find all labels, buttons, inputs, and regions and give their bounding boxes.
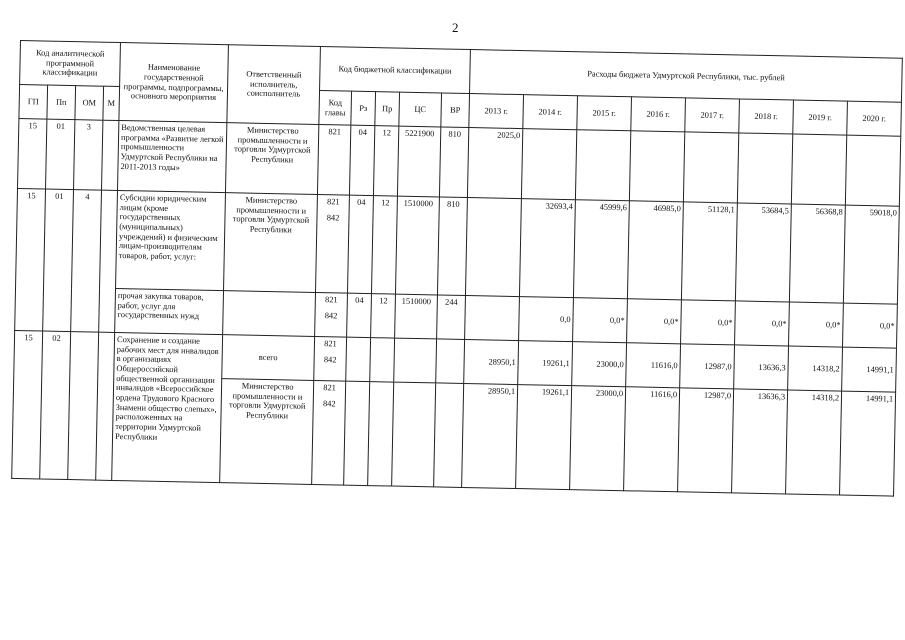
cell-value-2019: 0,0*	[789, 302, 844, 347]
cell-pp: 01	[43, 189, 74, 332]
cell-pr	[370, 338, 395, 382]
cell-value-2016: 11616,0	[624, 387, 680, 492]
cell-cs: 1510000	[396, 196, 440, 295]
cell-value-2019: 14318,2	[788, 346, 843, 391]
cell-vr	[436, 339, 465, 384]
cell-pr: 12	[373, 126, 398, 196]
cell-value-2015	[575, 130, 630, 201]
cell-cs: 1510000	[395, 294, 438, 339]
kod-glavy-1: 821	[328, 127, 342, 137]
header-executor: Ответственный исполнитель, соисполнитель	[227, 45, 321, 125]
cell-rz	[346, 337, 371, 381]
cell-om	[68, 332, 99, 481]
cell-executor: Министерство промышленности и торговли Удмуртской Республики	[226, 123, 319, 195]
budget-sheet	[11, 40, 897, 517]
kod-glavy-2: 842	[323, 354, 337, 365]
cell-value-2018	[737, 133, 792, 204]
cell-value-2014: 19261,1	[518, 341, 573, 386]
cell-value-2017: 51128,1	[681, 202, 737, 301]
cell-vr: 244	[437, 295, 466, 340]
kod-glavy-1: 821	[325, 295, 338, 305]
header-year-2017: 2017 г.	[685, 98, 740, 133]
cell-om: 4	[71, 190, 102, 333]
cell-value-2014	[521, 129, 576, 200]
cell-kod-glavy	[317, 125, 350, 196]
cell-rz: 04	[347, 293, 372, 337]
cell-value-2015: 45999,6	[574, 200, 630, 299]
cell-value-2013	[465, 295, 520, 340]
cell-gp: 15	[12, 330, 43, 479]
cell-value-2017: 12987,0	[680, 344, 735, 389]
cell-m	[102, 120, 119, 190]
cell-value-2020: 14991,1	[840, 391, 896, 496]
cell-gp: 15	[15, 188, 46, 331]
header-name: Наименование государственной программы, подпрограммы, основного мероприятия	[119, 43, 229, 123]
cell-name: Ведомственная целевая программа «Развитие легкой промышленности Удмуртской Республики на 2011-2013 годы»	[118, 121, 227, 193]
header-m: М	[103, 86, 120, 120]
cell-value-2017: 0,0*	[681, 300, 736, 345]
cell-value-2020: 59018,0	[843, 205, 899, 304]
cell-pr: 12	[372, 196, 398, 294]
cell-value-2015: 23000,0	[572, 342, 627, 387]
header-vr: ВР	[441, 93, 470, 128]
cell-value-2016: 46985,0	[628, 201, 684, 300]
kod-glavy-2: 842	[326, 212, 340, 223]
cell-value-2013	[466, 198, 522, 297]
header-expenses: Расходы бюджета Удмуртской Республики, тыс. рублей	[470, 50, 903, 103]
cell-value-2017	[683, 132, 738, 203]
header-budget-code: Код бюджетной классификации	[320, 47, 471, 94]
page-number: 2	[452, 20, 459, 35]
header-year-2019: 2019 г.	[793, 100, 848, 135]
cell-pr: 12	[371, 294, 396, 338]
cell-vr: 810	[439, 127, 468, 198]
cell-cs: 5221900	[397, 126, 440, 197]
cell-value-2015: 0,0*	[573, 298, 628, 343]
cell-vr: 810	[437, 197, 467, 296]
cell-rz: 04	[348, 195, 374, 293]
cell-value-2018: 13636,3	[732, 389, 788, 494]
cell-value-2014: 19261,1	[516, 385, 572, 490]
cell-om: 3	[74, 120, 103, 191]
header-analytic-code: Код аналитической программной классификации	[20, 41, 121, 87]
header-year-2016: 2016 г.	[631, 97, 686, 132]
cell-kod-glavy	[316, 195, 350, 294]
cell-value-2014: 0,0	[519, 297, 574, 342]
cell-value-2015: 23000,0	[570, 386, 626, 491]
cell-name: прочая закупка товаров, работ, услуг для государственных нужд	[115, 288, 224, 334]
cell-name: Субсидии юридическим лицам (кроме государственных (муниципальных) учреждений) и физическим лицам-производителям товаров, работ, услуг:	[116, 190, 226, 290]
cell-value-2018: 0,0*	[735, 301, 790, 346]
header-year-2018: 2018 г.	[739, 99, 794, 134]
cell-pp: 02	[40, 331, 71, 480]
cell-pr	[368, 382, 394, 486]
kod-glavy-2: 842	[322, 398, 336, 409]
header-year-2014: 2014 г.	[523, 95, 578, 130]
header-year-2020: 2020 г.	[847, 101, 902, 136]
cell-executor	[223, 291, 316, 337]
kod-glavy-1: 821	[326, 197, 340, 207]
cell-kod-glavy	[314, 336, 347, 381]
cell-rz: 04	[349, 125, 374, 195]
cell-value-2013: 28950,1	[462, 383, 518, 488]
cell-value-2019: 14318,2	[786, 390, 842, 495]
cell-executor: Министерство промышленности и торговли Удмуртской Республики	[224, 193, 318, 293]
cell-value-2020: 14991,1	[842, 347, 897, 392]
header-year-2015: 2015 г.	[577, 96, 632, 131]
header-gp: ГП	[19, 85, 48, 120]
cell-value-2013: 28950,1	[464, 339, 519, 384]
cell-value-2013: 2025,0	[468, 128, 523, 199]
budget-table	[11, 40, 903, 497]
cell-cs	[392, 382, 436, 487]
header-kod-glavy: Код главы	[319, 91, 352, 126]
cell-value-2014: 32693,4	[520, 199, 576, 298]
cell-vr	[434, 383, 464, 488]
cell-value-2019	[791, 134, 846, 205]
cell-value-2016: 0,0*	[627, 299, 682, 344]
header-rz: Рз	[351, 91, 376, 125]
cell-value-2017: 12987,0	[678, 388, 734, 493]
header-om: ОМ	[75, 86, 104, 121]
cell-rz	[344, 381, 370, 485]
cell-cs	[394, 338, 437, 383]
cell-executor: всего	[222, 335, 315, 381]
header-cs: ЦС	[399, 92, 442, 127]
cell-kod-glavy	[312, 380, 346, 485]
cell-pp: 01	[46, 119, 75, 190]
cell-kod-glavy	[315, 292, 348, 337]
header-pp: Пп	[47, 85, 76, 120]
cell-value-2020	[845, 135, 900, 206]
cell-value-2016: 11616,0	[626, 343, 681, 388]
header-pr: Пр	[375, 92, 400, 126]
kod-glavy-2	[321, 143, 348, 144]
header-year-2013: 2013 г.	[469, 94, 524, 129]
cell-executor: Министерство промышленности и торговли Удмуртской Республики	[220, 379, 314, 485]
cell-value-2018: 13636,3	[734, 345, 789, 390]
table-row	[16, 188, 900, 304]
kod-glavy-1: 821	[324, 339, 337, 349]
kod-glavy-1: 821	[323, 383, 336, 393]
cell-value-2019: 56368,8	[789, 204, 845, 303]
cell-value-2016	[629, 131, 684, 202]
cell-name: Сохранение и создание рабочих мест для инвалидов в организациях Общероссийской общественной организации инвалидов «Всероссийское ордена Трудового Красного Знамени общество слепых», расположенных на территории Удмуртской Республики	[112, 332, 223, 482]
kod-glavy-2: 842	[324, 310, 338, 321]
cell-value-2018: 53684,5	[735, 203, 791, 302]
cell-gp: 15	[18, 118, 47, 189]
cell-value-2020: 0,0*	[843, 303, 898, 348]
